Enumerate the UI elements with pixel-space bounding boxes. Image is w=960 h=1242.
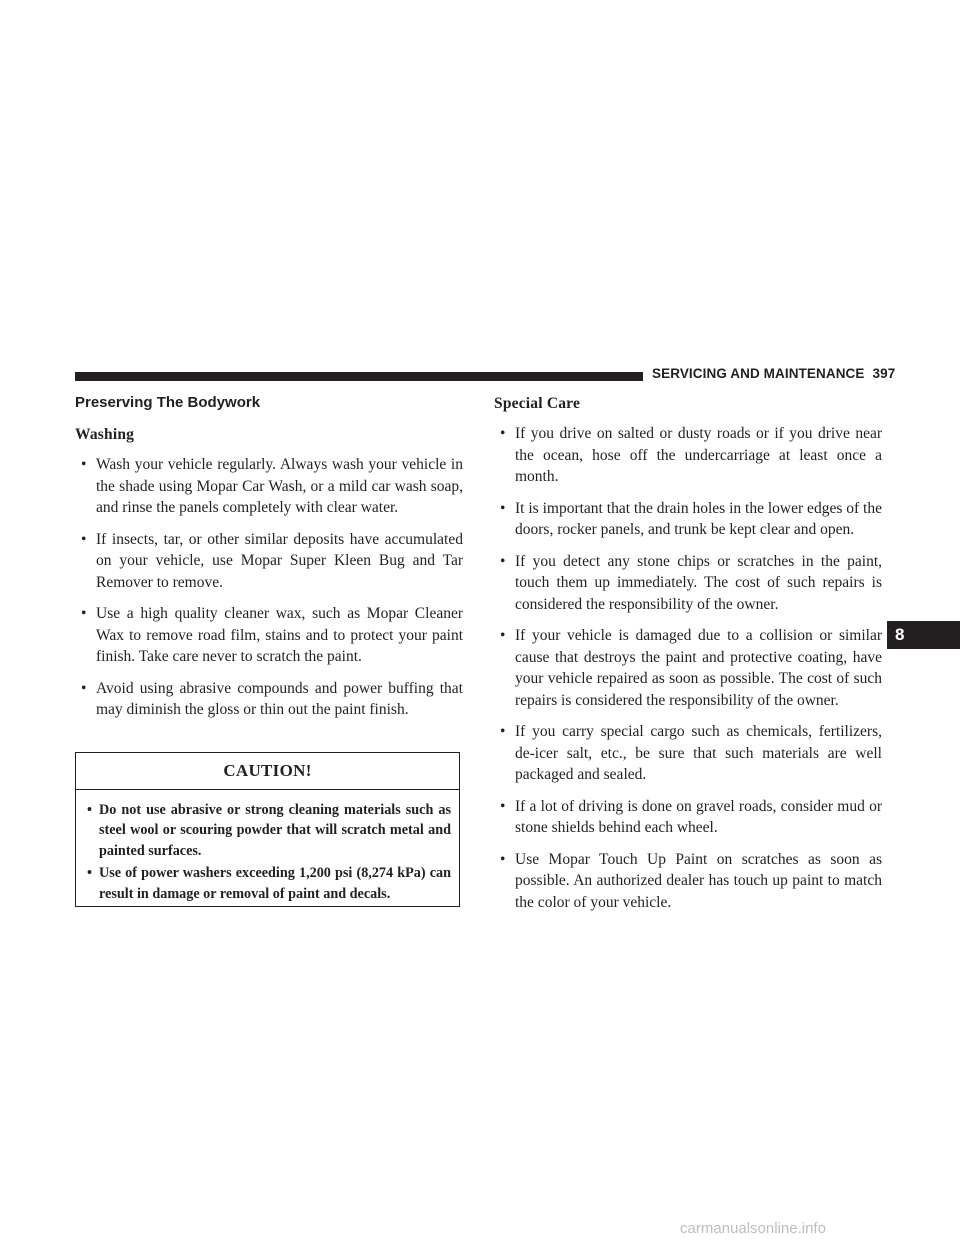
list-item: • If your vehicle is damaged due to a collision or similar cause that destroys the paint and protective coating, have your vehicle repaired as soon as possible. The cost of such repairs is considered the responsibility of the owner. xyxy=(500,627,882,709)
bullet-icon: • xyxy=(81,605,87,622)
list-item: • If a lot of driving is done on gravel roads, consider mud or stone shields behind each wheel. xyxy=(500,797,882,836)
caution-item: • Use of power washers exceeding 1,200 psi (8,274 kPa) can result in damage or removal of paint and decals. xyxy=(87,865,451,902)
header-section-title: SERVICING AND MAINTENANCE xyxy=(652,366,865,381)
list-item: • If you detect any stone chips or scratches in the paint, touch them up immediately. The cost of such repairs is considered the responsibility of the owner. xyxy=(500,552,882,613)
bullet-icon: • xyxy=(500,627,506,644)
list-item: • It is important that the drain holes in the lower edges of the doors, rocker panels, and trunk be kept clear and open. xyxy=(500,499,882,538)
list-item: • Use a high quality cleaner wax, such as Mopar Cleaner Wax to remove road film, stains and to protect your paint finish. Take care never to scratch the paint. xyxy=(81,605,463,665)
washing-list xyxy=(75,454,463,721)
header-rule xyxy=(75,372,643,381)
caution-item: • Do not use abrasive or strong cleaning materials such as steel wool or scouring powder that will scratch metal and painted surfaces. xyxy=(87,801,451,859)
section-title: Preserving The Bodywork xyxy=(75,394,261,411)
bullet-icon: • xyxy=(81,456,87,473)
list-item: • Avoid using abrasive compounds and power buffing that may diminish the gloss or thin out the paint finish. xyxy=(81,679,463,718)
caution-box xyxy=(75,752,460,907)
bullet-icon: • xyxy=(87,865,92,881)
bullet-icon: • xyxy=(500,499,506,517)
special-care-list xyxy=(494,423,882,913)
list-item: • Wash your vehicle regularly. Always wash your vehicle in the shade using Mopar Car Wash, or a mild car wash soap, and rinse the panels completely with clear water. xyxy=(81,456,463,516)
left-column xyxy=(75,394,463,907)
list-item: • If you carry special cargo such as chemicals, fertilizers, de-icer salt, etc., be sure that such materials are well packaged and sealed. xyxy=(500,723,882,783)
list-item: • Use Mopar Touch Up Paint on scratches as soon as possible. An authorized dealer has touch up paint to match the color of your vehicle. xyxy=(500,850,882,911)
bullet-icon: • xyxy=(87,801,92,818)
running-header xyxy=(652,366,895,381)
list-item: • If insects, tar, or other similar deposits have accumulated on your vehicle, use Mopar Super Kleen Bug and Tar Remover to remove. xyxy=(81,530,463,591)
bullet-icon: • xyxy=(500,723,506,740)
caution-list xyxy=(76,790,459,905)
watermark: carmanualsonline.info xyxy=(680,1220,826,1237)
subsection-title-special-care: Special Care xyxy=(494,395,581,412)
bullet-icon: • xyxy=(500,425,506,442)
bullet-icon: • xyxy=(500,797,506,815)
list-item: • If you drive on salted or dusty roads or if you drive near the ocean, hose off the undercarriage at least once a month. xyxy=(500,425,882,485)
bullet-icon: • xyxy=(500,552,506,570)
page-number: 397 xyxy=(872,366,896,381)
bullet-icon: • xyxy=(500,850,506,868)
bullet-icon: • xyxy=(81,679,87,697)
subsection-title-washing: Washing xyxy=(75,426,135,443)
chapter-tab: 8 xyxy=(887,621,960,649)
caution-heading: CAUTION! xyxy=(76,753,459,790)
right-column xyxy=(494,394,882,923)
bullet-icon: • xyxy=(81,530,87,548)
